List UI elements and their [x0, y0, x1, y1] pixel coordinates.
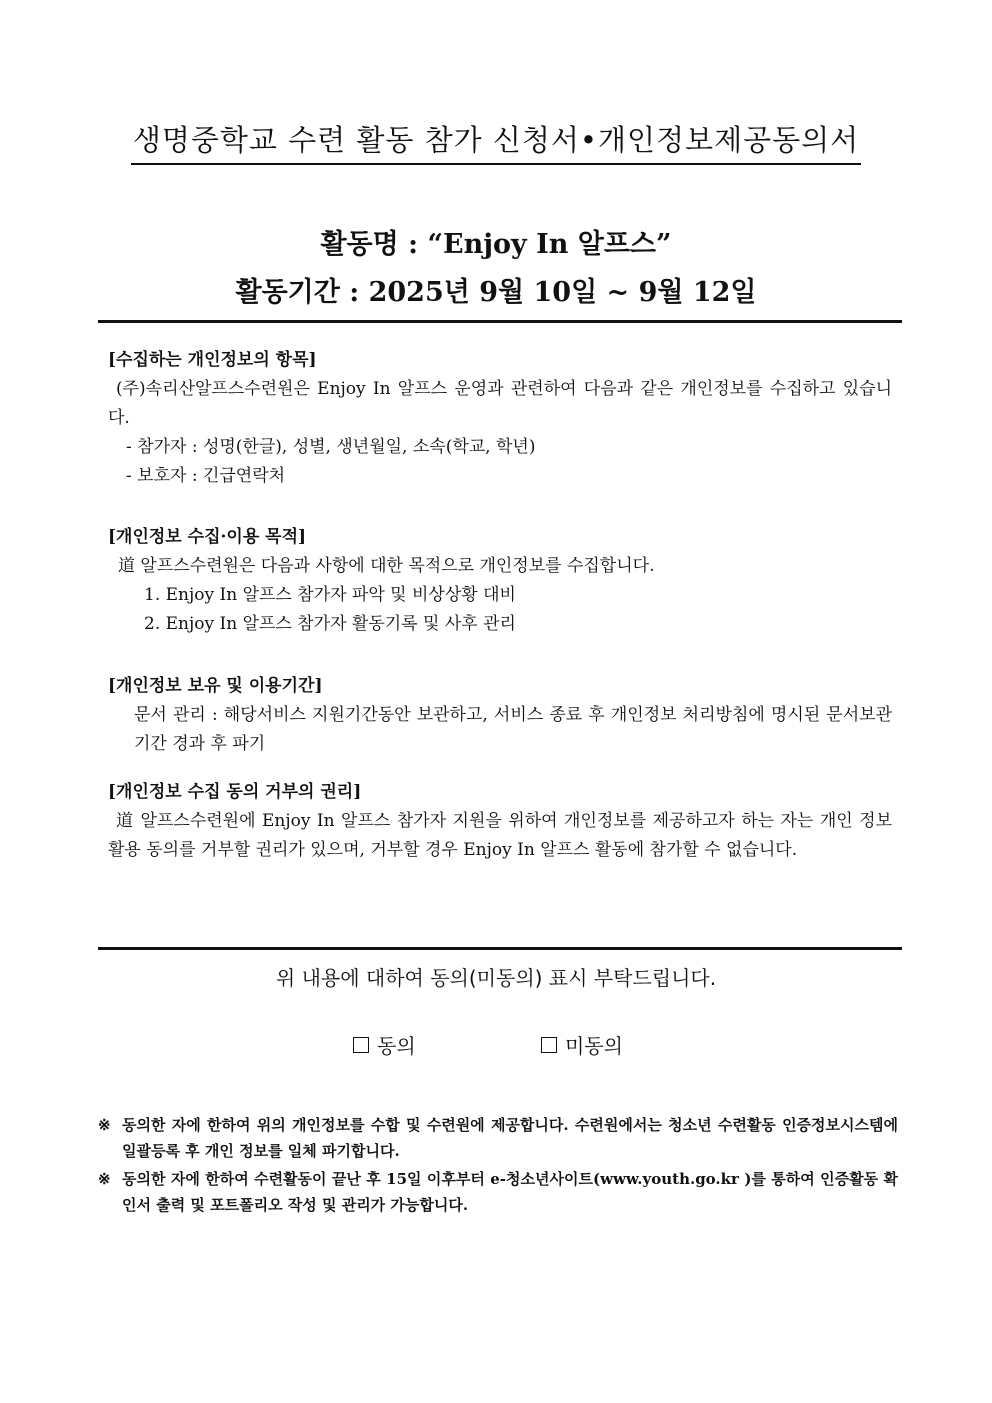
disagree-label: 미동의: [565, 1034, 623, 1058]
document-title-text: 생명중학교 수련 활동 참가 신청서•개인정보제공동의서: [131, 118, 861, 165]
section-purpose: [108, 523, 892, 639]
agree-checkbox[interactable]: [353, 1037, 369, 1053]
section-heading: [수집하는 개인정보의 항목]: [108, 350, 317, 370]
note-text: 동의한 자에 한하여 위의 개인정보를 수합 및 수련원에 제공합니다. 수련원에서는 청소년 수련활동 인증정보시스템에 일괄등록 후 개인 정보를 일체 파기합니다.: [122, 1116, 898, 1160]
disagree-option[interactable]: [541, 1030, 623, 1059]
notes: [98, 1112, 898, 1220]
note-text: 동의한 자에 한하여 수련활동이 끝난 후 15일 이후부터 e-청소년사이트(www.youth.go.kr )를 통하여 인증활동 확인서 출력 및 포트폴리오 작성 및 관리가 가능합니다.: [122, 1170, 898, 1214]
section-heading: [개인정보 보유 및 이용기간]: [108, 676, 323, 696]
activity-name: 활동명 : “Enjoy In 알프스”: [320, 229, 672, 260]
consent-request: 위 내용에 대하여 동의(미동의) 표시 부탁드립니다.: [275, 966, 717, 990]
section-refusal-right: [108, 778, 892, 865]
document-title: [0, 118, 992, 165]
section-heading: [개인정보 수집 동의 거부의 권리]: [108, 782, 362, 802]
section-collect-items: [108, 346, 892, 491]
list-item: 2. Enjoy In 알프스 참가자 활동기록 및 사후 관리: [144, 614, 516, 634]
agree-option[interactable]: [353, 1030, 416, 1059]
section-text: 道 알프스수련원에 Enjoy In 알프스 참가자 지원을 위하여 개인정보를 제공하고자 하는 자는 개인 정보 활용 동의를 거부할 권리가 있으며, 거부할 경우 Enjoy In 알프스 활동에 참가할 수 없습니다.: [108, 811, 892, 860]
section-heading: [개인정보 수집·이용 목적]: [108, 527, 307, 547]
note-item: [98, 1112, 898, 1164]
note-item: [98, 1166, 898, 1218]
section-intro: (주)속리산알프스수련원은 Enjoy In 알프스 운영과 관련하여 다음과 같은 개인정보를 수집하고 있습니다.: [108, 379, 892, 428]
top-divider: [98, 320, 902, 323]
bottom-divider: [98, 947, 902, 950]
section-retention: [108, 672, 892, 759]
activity-period: 활동기간 : 2025년 9월 10일 ~ 9월 12일: [235, 277, 757, 308]
list-item: 1. Enjoy In 알프스 참가자 파악 및 비상상황 대비: [144, 585, 516, 605]
section-text: 문서 관리 : 해당서비스 지원기간동안 보관하고, 서비스 종료 후 개인정보 처리방침에 명시된 문서보관기간 경과 후 파기: [134, 705, 892, 754]
list-item: - 참가자 : 성명(한글), 성별, 생년월일, 소속(학교, 학년): [126, 437, 536, 457]
note-mark: ※: [98, 1116, 111, 1134]
agree-label: 동의: [377, 1034, 416, 1058]
disagree-checkbox[interactable]: [541, 1037, 557, 1053]
section-intro: 道 알프스수련원은 다음과 사항에 대한 목적으로 개인정보를 수집합니다.: [118, 556, 655, 576]
list-item: - 보호자 : 긴급연락처: [126, 466, 286, 486]
note-mark: ※: [98, 1170, 111, 1188]
